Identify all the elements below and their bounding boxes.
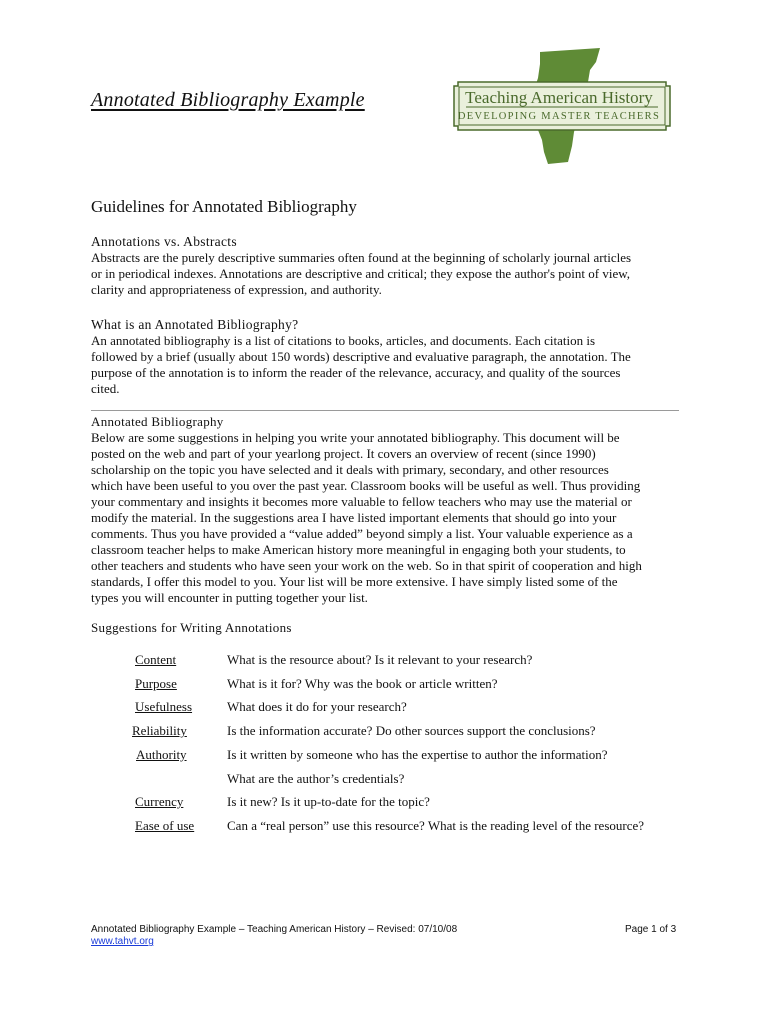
paragraph-line: standards, I offer this model to you. Your list will be more extensive. I have simply listed some of the (91, 574, 618, 589)
suggestion-row (0, 747, 768, 765)
suggestion-row (0, 676, 768, 694)
paragraph-line: your commentary and insights it becomes more valuable to fellow teachers who may use the material or (91, 494, 632, 509)
paragraph-line: followed by a brief (usually about 150 words) descriptive and evaluative paragraph, the annotation. The (91, 349, 631, 364)
section-divider (91, 410, 679, 411)
paragraph-line: Below are some suggestions in helping you write your annotated bibliography. This document will be (91, 430, 620, 445)
suggestion-row (0, 818, 768, 836)
suggestion-description: Can a “real person” use this resource? What is the reading level of the resource? (227, 818, 645, 833)
suggestion-row (0, 723, 768, 741)
logo-subtitle: DEVELOPING MASTER TEACHERS (457, 111, 661, 122)
annotated-bibliography-paragraph (91, 430, 681, 606)
paragraph-line: other teachers and students who have seen your work on the web. So in that spirit of cooperation and high (91, 558, 642, 573)
suggestion-term: Purpose (135, 676, 177, 691)
suggestion-description: What does it do for your research? (227, 699, 407, 714)
paragraph-line: comments. Thus you have provided a “value added” beyond simply a list. Your valuable experience as a (91, 526, 633, 541)
paragraph-line: cited. (91, 381, 120, 396)
suggestion-description: What is the resource about? Is it relevant to your research? (227, 652, 533, 667)
suggestion-description: Is the information accurate? Do other sources support the conclusions? (227, 723, 596, 738)
guidelines-heading: Guidelines for Annotated Bibliography (91, 197, 357, 216)
suggestion-term: Content (135, 652, 177, 667)
paragraph-line: types you will encounter in putting together your list. (91, 590, 368, 605)
annotations-vs-abstracts-heading: Annotations vs. Abstracts (91, 234, 237, 249)
paragraph-line: modify the material. In the suggestions area I have listed important elements that should go into your (91, 510, 617, 525)
paragraph-line: which have been useful to you over the past year. Classroom books will be useful as well. Thus providing (91, 478, 641, 493)
suggestions-heading: Suggestions for Writing Annotations (91, 620, 292, 635)
paragraph-line: or in periodical indexes. Annotations are descriptive and critical; they expose the author's point of view, (91, 266, 631, 281)
annotations-vs-abstracts-paragraph (91, 250, 681, 298)
paragraph-line: Abstracts are the purely descriptive summaries often found at the beginning of scholarly journal articles (91, 250, 632, 265)
what-is-paragraph (91, 333, 681, 397)
suggestion-description: Is it new? Is it up-to-date for the topic? (227, 794, 430, 809)
paragraph-line: posted on the web and part of your yearlong project. It covers an overview of recent (since 1990) (91, 446, 596, 461)
page-title: Annotated Bibliography Example (91, 89, 365, 111)
suggestion-term: Usefulness (135, 699, 193, 714)
paragraph-line: classroom teacher helps to make American history more meaningful in engaging both your students, to (91, 542, 626, 557)
paragraph-line: purpose of the annotation is to inform the reader of the relevance, accuracy, and quality of the sources (91, 365, 621, 380)
suggestion-description: What are the author’s credentials? (227, 771, 405, 786)
footer-text: Annotated Bibliography Example – Teaching American History – Revised: 07/10/08 (91, 924, 458, 935)
suggestion-term: Authority (136, 747, 187, 762)
suggestion-row (0, 652, 768, 670)
what-is-heading: What is an Annotated Bibliography? (91, 317, 299, 332)
suggestion-term: Currency (135, 794, 184, 809)
logo-title: Teaching American History (465, 88, 653, 107)
suggestion-description: Is it written by someone who has the expertise to author the information? (227, 747, 608, 762)
paragraph-line: An annotated bibliography is a list of citations to books, articles, and documents. Each citation is (91, 333, 596, 348)
teaching-american-history-logo (444, 48, 680, 166)
suggestion-row (0, 699, 768, 717)
page-number: Page 1 of 3 (625, 924, 677, 935)
suggestion-row (0, 771, 768, 789)
paragraph-line: clarity and appropriateness of expression, and authority. (91, 282, 382, 297)
suggestion-term: Reliability (132, 723, 187, 738)
suggestion-row (0, 794, 768, 812)
suggestion-description: What is it for? Why was the book or article written? (227, 676, 498, 691)
suggestion-term: Ease of use (135, 818, 195, 833)
annotated-bibliography-heading: Annotated Bibliography (91, 414, 224, 429)
paragraph-line: scholarship on the topic you have selected and it deals with primary, secondary, and other resources (91, 462, 609, 477)
footer-website-link[interactable]: www.tahvt.org (91, 936, 154, 947)
